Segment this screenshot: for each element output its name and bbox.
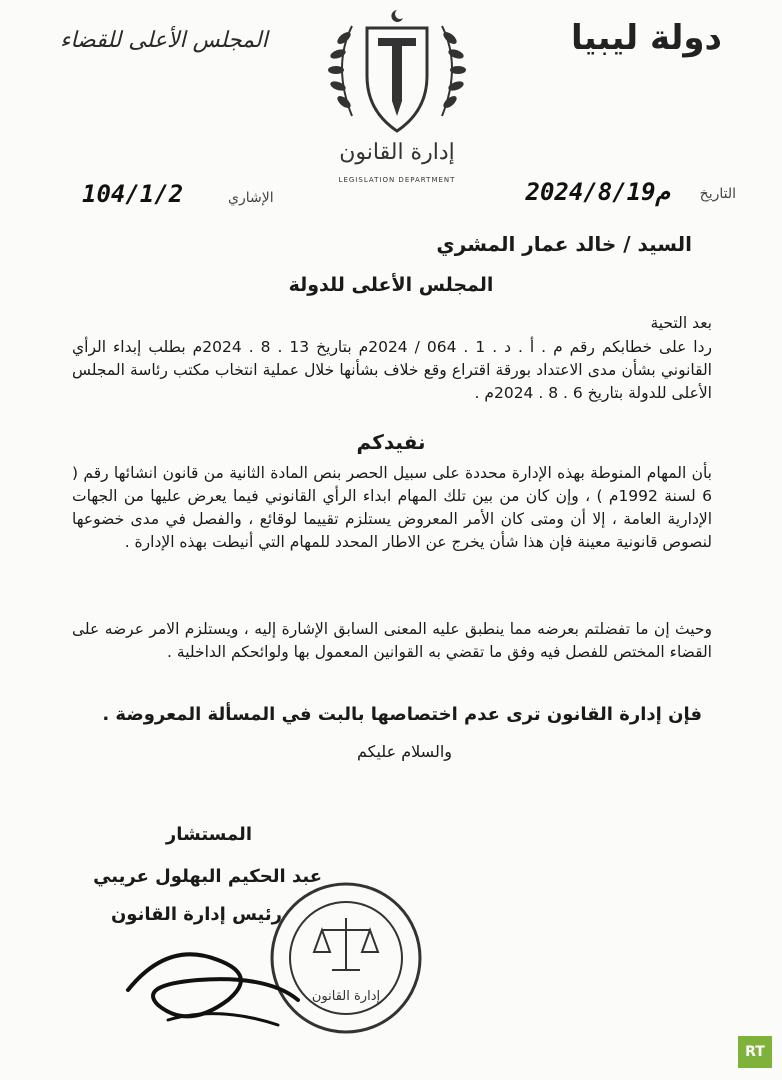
date-label: التاريخ — [699, 186, 736, 202]
greeting: بعد التحية — [650, 314, 712, 332]
logo-title: إدارة القانون — [339, 140, 455, 165]
reference-label: الإشاري — [228, 190, 274, 206]
date-value: 2024/8/19م — [525, 178, 670, 206]
paragraph-reasoning: وحيث إن ما تفضلتم بعرضه مما ينطبق عليه المعنى السابق الإشارة إليه ، ويستلزم الامر عرضه على القضاء المختص للفصل فيه وفق ما تقضي به القوانين المعمول بها ولوائحكم الداخلية . — [72, 620, 712, 661]
paragraph-mandate: بأن المهام المنوطة بهذه الإدارة محددة على سبيل الحصر بنص المادة الثانية من قانون انشائها رقم ( 6 لسنة 1992م ) ، وإن كان من بين تلك المهام ابداء الرأي القانوني فيما يعرض عليها من الجهات الإدارية العامة ، إلا أن ومتى كان الأمر المعروض يستلزم تقييما لوقائع ، والفصل في مدى خضوعها لنصوص قانونية معينة فإن هذا شأن يخرج عن الاطار المحدد للمهام التي أنيطت بهذه الإدارة . — [72, 464, 712, 551]
council-handwritten-title: المجلس الأعلى للقضاء — [60, 28, 268, 53]
logo-subtitle: LEGISLATION DEPARTMENT — [338, 176, 456, 184]
reference-value: 104/1/2 — [82, 180, 184, 208]
closing: والسلام عليكم — [356, 742, 452, 761]
conclusion: فإن إدارة القانون ترى عدم اختصاصها بالبت في المسألة المعروضة . — [102, 704, 702, 725]
signatory-title: المستشار — [165, 824, 252, 845]
inform-heading: نفيدكم — [356, 430, 426, 454]
addressee: السيد / خالد عمار المشري — [436, 232, 692, 256]
paragraph-request: ردا على خطابكم رقم م . أ . د . 1 . 064 / 2024م بتاريخ 13 . 8 . 2024م بطلب إبداء الرأي القانوني بشأن مدى الاعتداد بورقة اقتراع وقع خلاف بشأنها خلال عملية انتخاب مكتب رئاسة المجلس الأعلى للدولة بتاريخ 6 . 8 . 2024م . — [72, 338, 713, 402]
state-name: دولة ليبيا — [571, 18, 722, 58]
svg-text:إدارة القانون: إدارة القانون — [311, 989, 381, 1004]
organization: المجلس الأعلى للدولة — [288, 274, 494, 296]
rt-watermark: RT — [738, 1036, 772, 1068]
signatory-name: عبد الحكيم البهلول عريبي — [93, 866, 322, 887]
signatory-role: رئيس إدارة القانون — [110, 904, 282, 925]
handwritten-signature — [108, 880, 308, 1040]
